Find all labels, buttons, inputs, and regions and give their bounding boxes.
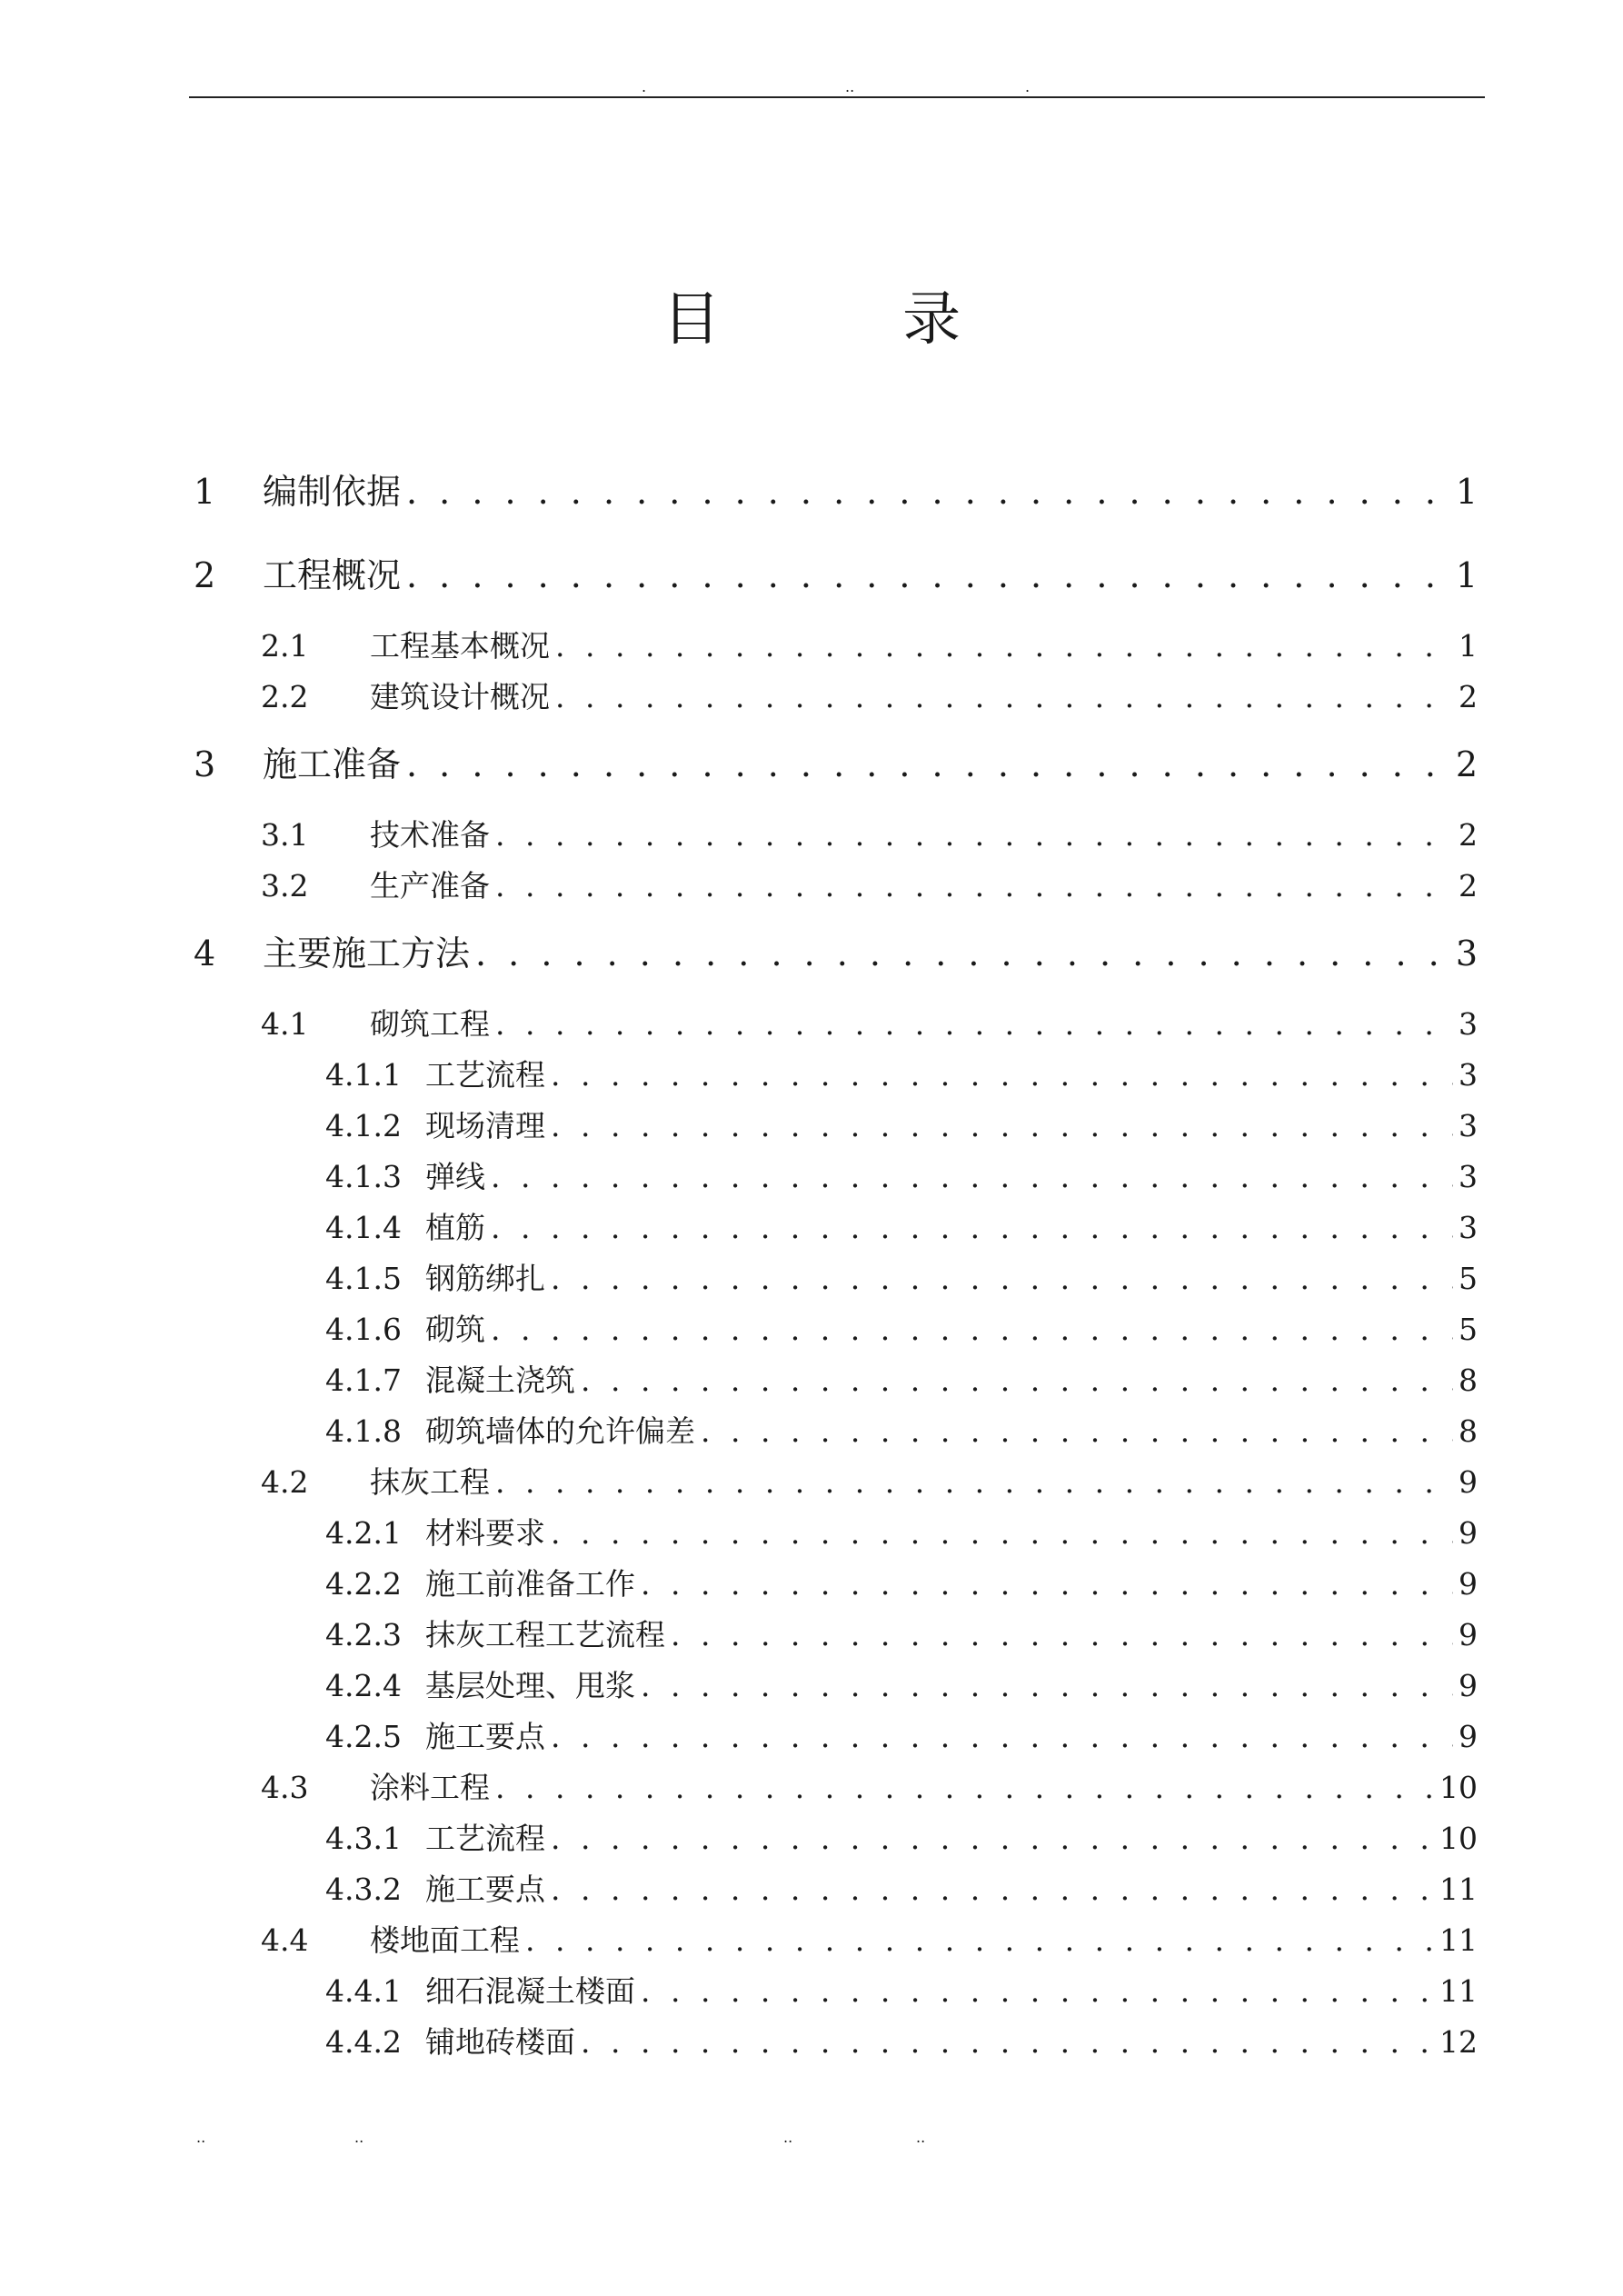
toc-entry[interactable] xyxy=(194,736,1478,786)
toc-entry-page: 8 xyxy=(1459,1413,1478,1449)
toc-entry-page: 3 xyxy=(1459,1210,1478,1245)
toc-entry-number: 4 xyxy=(194,933,216,973)
toc-entry-title: 混凝土浇筑 xyxy=(425,1363,575,1398)
toc-entry-number: 4.1 xyxy=(261,1006,309,1042)
footer-mark: .. xyxy=(916,2129,926,2146)
toc-leader-dots xyxy=(495,1464,1453,1500)
toc-entry-title: 砌筑工程 xyxy=(370,1006,490,1042)
toc-leader-dots xyxy=(551,1261,1453,1296)
toc-entry-title: 抹灰工程工艺流程 xyxy=(425,1617,665,1652)
toc-entry-title: 砌筑墙体的允许偏差 xyxy=(425,1413,695,1449)
toc-entry-title: 生产准备 xyxy=(370,868,490,903)
toc-entry[interactable] xyxy=(325,1357,1478,1400)
toc-entry[interactable] xyxy=(325,1510,1478,1552)
toc-entry[interactable] xyxy=(325,1306,1478,1349)
toc-entry-page: 3 xyxy=(1455,933,1478,973)
toc-entry-number: 1 xyxy=(194,472,216,512)
toc-entry-page: 11 xyxy=(1439,1922,1478,1958)
toc-entry-page: 2 xyxy=(1455,744,1478,784)
toc-entry-page: 1 xyxy=(1459,628,1478,664)
toc-entry-number: 4.4.1 xyxy=(325,1973,402,2009)
toc-entry-number: 4.2 xyxy=(261,1464,309,1500)
toc-entry-page: 3 xyxy=(1459,1108,1478,1143)
toc-leader-dots xyxy=(406,744,1450,784)
toc-entry-title: 工程基本概况 xyxy=(370,628,550,664)
header-mark: .. xyxy=(845,78,855,95)
toc-entry[interactable] xyxy=(261,1001,1478,1043)
toc-entry-number: 4.2.2 xyxy=(325,1566,402,1602)
toc-entry[interactable] xyxy=(325,1612,1478,1654)
toc-entry-number: 4.1.8 xyxy=(325,1413,402,1449)
toc-entry-number: 4.3 xyxy=(261,1770,309,1805)
toc-entry[interactable] xyxy=(325,2019,1478,2061)
toc-entry-number: 4.2.3 xyxy=(325,1617,402,1652)
toc-entry-number: 4.3.2 xyxy=(325,1872,402,1907)
toc-entry-number: 4.4.2 xyxy=(325,2024,402,2060)
toc-leader-dots xyxy=(491,1210,1453,1245)
toc-entry-page: 2 xyxy=(1459,679,1478,714)
toc-entry[interactable] xyxy=(325,1255,1478,1298)
toc-entry-title: 建筑设计概况 xyxy=(370,679,550,714)
toc-entry-title: 砌筑 xyxy=(425,1312,485,1347)
toc-entry-number: 4.1.6 xyxy=(325,1312,402,1347)
toc-entry-title: 技术准备 xyxy=(370,817,490,853)
toc-entry-title: 编制依据 xyxy=(263,472,402,512)
toc-entry-page: 11 xyxy=(1439,1973,1478,2009)
toc-leader-dots xyxy=(701,1413,1453,1449)
toc-entry-number: 2.1 xyxy=(261,628,309,664)
toc-entry-title: 涂料工程 xyxy=(370,1770,490,1805)
toc-entry-number: 3 xyxy=(194,744,216,784)
toc-entry-page: 9 xyxy=(1459,1668,1478,1703)
toc-entry-number: 4.1.5 xyxy=(325,1261,402,1296)
toc-entry-page: 2 xyxy=(1459,868,1478,903)
toc-entry-title: 钢筋绑扎 xyxy=(425,1261,545,1296)
toc-entry[interactable] xyxy=(261,812,1478,854)
footer-mark: .. xyxy=(196,2129,206,2146)
toc-entry-page: 10 xyxy=(1439,1770,1478,1805)
toc-entry[interactable] xyxy=(261,1917,1478,1960)
toc-leader-dots xyxy=(551,1108,1453,1143)
toc-leader-dots xyxy=(641,1973,1434,2009)
toc-entry-number: 4.2.4 xyxy=(325,1668,402,1703)
toc-entry-title: 工艺流程 xyxy=(425,1057,545,1093)
toc-entry-number: 2.2 xyxy=(261,679,309,714)
toc-entry[interactable] xyxy=(261,623,1478,665)
toc-entry[interactable] xyxy=(194,464,1478,514)
toc-entry-number: 4.2.1 xyxy=(325,1515,402,1551)
toc-leader-dots xyxy=(406,472,1450,512)
toc-entry[interactable] xyxy=(261,863,1478,905)
toc-entry[interactable] xyxy=(261,674,1478,716)
toc-entry[interactable] xyxy=(325,1204,1478,1247)
toc-entry-page: 1 xyxy=(1455,555,1478,595)
toc-entry[interactable] xyxy=(325,1866,1478,1909)
toc-leader-dots xyxy=(641,1668,1453,1703)
toc-entry[interactable] xyxy=(261,1459,1478,1502)
toc-entry-title: 材料要求 xyxy=(425,1515,545,1551)
header-marks xyxy=(0,80,1623,95)
toc-leader-dots xyxy=(495,868,1453,903)
toc-leader-dots xyxy=(475,933,1450,973)
footer-mark: .. xyxy=(783,2129,793,2146)
toc-entry-title: 细石混凝土楼面 xyxy=(425,1973,635,2009)
toc-entry-page: 5 xyxy=(1459,1261,1478,1296)
page-title: 目 录 xyxy=(662,286,1043,354)
toc-leader-dots xyxy=(581,1363,1453,1398)
toc-entry[interactable] xyxy=(325,1713,1478,1756)
toc-entry-number: 4.1.2 xyxy=(325,1108,402,1143)
footer-mark: .. xyxy=(354,2129,364,2146)
toc-entry-number: 4.2.5 xyxy=(325,1719,402,1754)
toc-entry-page: 9 xyxy=(1459,1464,1478,1500)
toc-entry-title: 现场清理 xyxy=(425,1108,545,1143)
toc-entry-number: 3.1 xyxy=(261,817,309,853)
toc-leader-dots xyxy=(551,1719,1453,1754)
toc-leader-dots xyxy=(495,1770,1434,1805)
toc-entry[interactable] xyxy=(194,925,1478,975)
toc-entry-title: 抹灰工程 xyxy=(370,1464,490,1500)
toc-entry[interactable] xyxy=(325,1815,1478,1858)
toc-entry-page: 3 xyxy=(1459,1057,1478,1093)
toc-entry-page: 5 xyxy=(1459,1312,1478,1347)
toc-entry-title: 弹线 xyxy=(425,1159,485,1194)
toc-leader-dots xyxy=(551,1057,1453,1093)
toc-entry-title: 施工要点 xyxy=(425,1719,545,1754)
header-rule xyxy=(189,96,1485,98)
toc-entry-page: 1 xyxy=(1455,472,1478,512)
toc-entry-title: 基层处理、甩浆 xyxy=(425,1668,635,1703)
header-mark: . xyxy=(642,78,647,95)
toc-entry-number: 3.2 xyxy=(261,868,309,903)
toc-entry-page: 11 xyxy=(1439,1872,1478,1907)
toc-leader-dots xyxy=(525,1922,1434,1958)
toc-leader-dots xyxy=(581,2024,1434,2060)
toc-entry[interactable] xyxy=(325,1408,1478,1451)
toc-leader-dots xyxy=(555,679,1453,714)
toc-leader-dots xyxy=(551,1515,1453,1551)
toc-entry-title: 工程概况 xyxy=(263,555,402,595)
toc-leader-dots xyxy=(551,1821,1434,1856)
toc-entry[interactable] xyxy=(325,1968,1478,2011)
toc-entry-number: 4.1.4 xyxy=(325,1210,402,1245)
header-mark: . xyxy=(1025,78,1031,95)
toc-leader-dots xyxy=(551,1872,1434,1907)
toc-entry[interactable] xyxy=(194,547,1478,597)
toc-leader-dots xyxy=(495,817,1453,853)
toc-entry[interactable] xyxy=(325,1662,1478,1705)
toc-entry-title: 施工前准备工作 xyxy=(425,1566,635,1602)
toc-entry[interactable] xyxy=(325,1103,1478,1145)
toc-entry-number: 4.1.7 xyxy=(325,1363,402,1398)
toc-entry-page: 3 xyxy=(1459,1159,1478,1194)
toc-leader-dots xyxy=(641,1566,1453,1602)
toc-leader-dots xyxy=(406,555,1450,595)
toc-entry-page: 9 xyxy=(1459,1719,1478,1754)
toc-entry-title: 铺地砖楼面 xyxy=(425,2024,575,2060)
toc-entry-page: 9 xyxy=(1459,1515,1478,1551)
toc-entry-title: 施工要点 xyxy=(425,1872,545,1907)
toc-entry-number: 4.1.3 xyxy=(325,1159,402,1194)
toc-leader-dots xyxy=(671,1617,1453,1652)
toc-entry-page: 9 xyxy=(1459,1566,1478,1602)
toc-leader-dots xyxy=(495,1006,1453,1042)
toc-entry-number: 2 xyxy=(194,555,216,595)
toc-leader-dots xyxy=(491,1312,1453,1347)
toc-entry-number: 4.1.1 xyxy=(325,1057,402,1093)
toc-entry-page: 10 xyxy=(1439,1821,1478,1856)
toc-entry-page: 12 xyxy=(1439,2024,1478,2060)
toc-entry-page: 9 xyxy=(1459,1617,1478,1652)
toc-entry[interactable] xyxy=(261,1764,1478,1807)
toc-entry-number: 4.3.1 xyxy=(325,1821,402,1856)
toc-leader-dots xyxy=(555,628,1453,664)
toc-entry-title: 施工准备 xyxy=(263,744,402,784)
toc-entry-title: 楼地面工程 xyxy=(370,1922,520,1958)
toc-entry-title: 植筋 xyxy=(425,1210,485,1245)
toc-entry[interactable] xyxy=(325,1561,1478,1603)
toc-entry-page: 3 xyxy=(1459,1006,1478,1042)
toc-entry[interactable] xyxy=(325,1153,1478,1196)
toc-entry[interactable] xyxy=(325,1052,1478,1094)
toc-entry-page: 8 xyxy=(1459,1363,1478,1398)
toc-entry-title: 工艺流程 xyxy=(425,1821,545,1856)
toc-entry-number: 4.4 xyxy=(261,1922,309,1958)
toc-entry-title: 主要施工方法 xyxy=(263,933,471,973)
footer-marks xyxy=(0,2131,1623,2145)
toc-entry-page: 2 xyxy=(1459,817,1478,853)
toc-leader-dots xyxy=(491,1159,1453,1194)
